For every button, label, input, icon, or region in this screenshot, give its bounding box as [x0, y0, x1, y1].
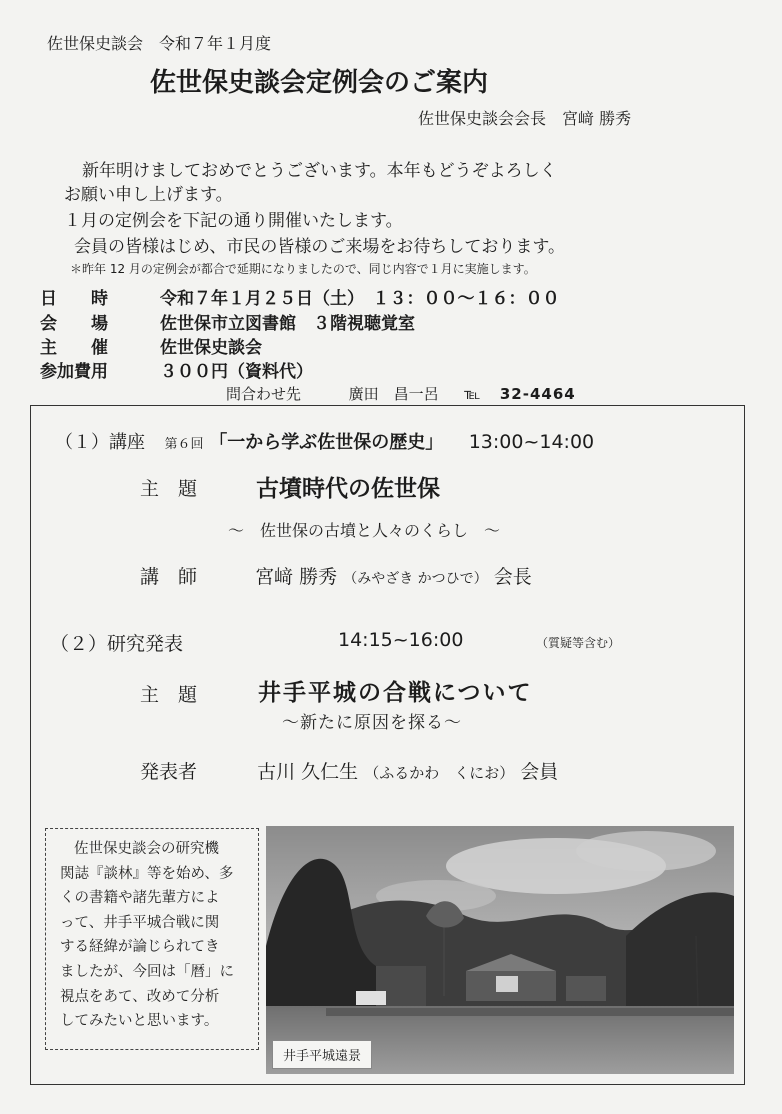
contact-label: 問合わせ先 — [226, 385, 302, 403]
lecturer-name: 宮﨑 勝秀 — [255, 566, 338, 588]
note-line: 佐世保史談会の研究機 — [74, 841, 219, 857]
lecture-subtitle: 〜 佐世保の古墳と人々のくらし 〜 — [228, 521, 501, 540]
lecture-theme-label: 主 題 — [140, 478, 198, 500]
note-line: くの書籍や諸先輩方によ — [60, 890, 220, 907]
host-key: 主 催 — [40, 338, 108, 358]
presenter-role: 会員 — [520, 761, 559, 783]
research-theme: 井手平城の合戦について — [258, 679, 533, 706]
greeting-line-2: お願い申し上げます。 — [64, 185, 233, 205]
lecturer-reading: （みやざき かつひで） — [343, 571, 488, 587]
presenter-row — [140, 757, 558, 784]
contact-tel: 32-4464 — [499, 385, 576, 403]
date-key: 日 時 — [40, 289, 108, 309]
note-line: 関誌『談林』等を始め、多 — [60, 865, 234, 882]
lecturer-row — [140, 562, 532, 589]
fee-key: 参加費用 — [40, 362, 108, 382]
org-date-label: 佐世保史談会 令和７年１月度 — [47, 34, 272, 53]
venue-value: 佐世保市立図書館 ３階視聴覚室 — [160, 314, 415, 334]
lecture-session: 第６回 — [164, 437, 204, 452]
note-line: ましたが、今回は「暦」に — [60, 963, 234, 980]
lecture-time: 13:00~14:00 — [468, 431, 595, 453]
venue-key: 会 場 — [40, 314, 108, 334]
fee-value: ３００円（資料代） — [160, 362, 313, 382]
greeting-line-1: 新年明けましておめでとうございます。本年もどうぞよろしく — [82, 161, 557, 181]
host-row — [40, 333, 262, 358]
research-subtitle: 〜新たに原因を探る〜 — [282, 713, 462, 733]
presenter-label: 発表者 — [140, 761, 198, 783]
research-number: （２）研究発表 — [50, 633, 184, 655]
greeting-line-4: 会員の皆様はじめ、市民の皆様のご来場をお待ちしております。 — [74, 237, 565, 257]
page-title: 佐世保史談会定例会のご案内 — [150, 68, 489, 98]
postponement-note: ＊昨年 12 月の定例会が都合で延期になりましたので、同じ内容で１月に実施します。 — [70, 262, 536, 276]
note-line: って、井手平城合戦に関 — [60, 914, 220, 931]
author-line: 佐世保史談会会長 宮﨑 勝秀 — [418, 109, 632, 128]
landscape-photo-image — [266, 826, 734, 1074]
research-time-note: （質疑等含む） — [536, 636, 621, 650]
lecture-theme: 古墳時代の佐世保 — [256, 476, 440, 502]
lecturer-role: 会長 — [493, 566, 532, 588]
note-line: する経緯が論じられてき — [60, 939, 220, 956]
lecturer-label: 講 師 — [140, 566, 198, 588]
lecture-heading — [55, 428, 594, 454]
greeting-line-3: １月の定例会を下記の通り開催いたします。 — [64, 211, 403, 231]
venue-row — [40, 309, 415, 334]
lecture-series: 「一から学ぶ佐世保の歴史」 — [209, 432, 444, 453]
tel-label: ℡ — [464, 385, 481, 403]
note-line: 視点をあて、改めて分析 — [60, 988, 220, 1005]
research-theme-label: 主 題 — [140, 684, 198, 706]
note-line: してみたいと思います。 — [60, 1013, 219, 1030]
lecture-number: （１）講座 — [55, 432, 145, 453]
host-value: 佐世保史談会 — [160, 338, 262, 358]
fee-row — [40, 357, 313, 382]
photo-caption: 井手平城遠景 — [272, 1040, 372, 1069]
contact-row — [226, 383, 576, 404]
presenter-name: 古川 久仁生 — [257, 761, 359, 783]
presenter-reading: （ふるかわ くにお） — [364, 764, 515, 782]
contact-name: 廣田 昌一呂 — [348, 385, 439, 403]
research-note-box — [45, 828, 259, 1050]
date-row — [40, 284, 560, 309]
date-value: 令和７年１月２５日（土） １３：００〜１６：００ — [160, 289, 560, 309]
castle-landscape-photo — [266, 826, 734, 1074]
research-time: 14:15~16:00 — [338, 629, 464, 651]
